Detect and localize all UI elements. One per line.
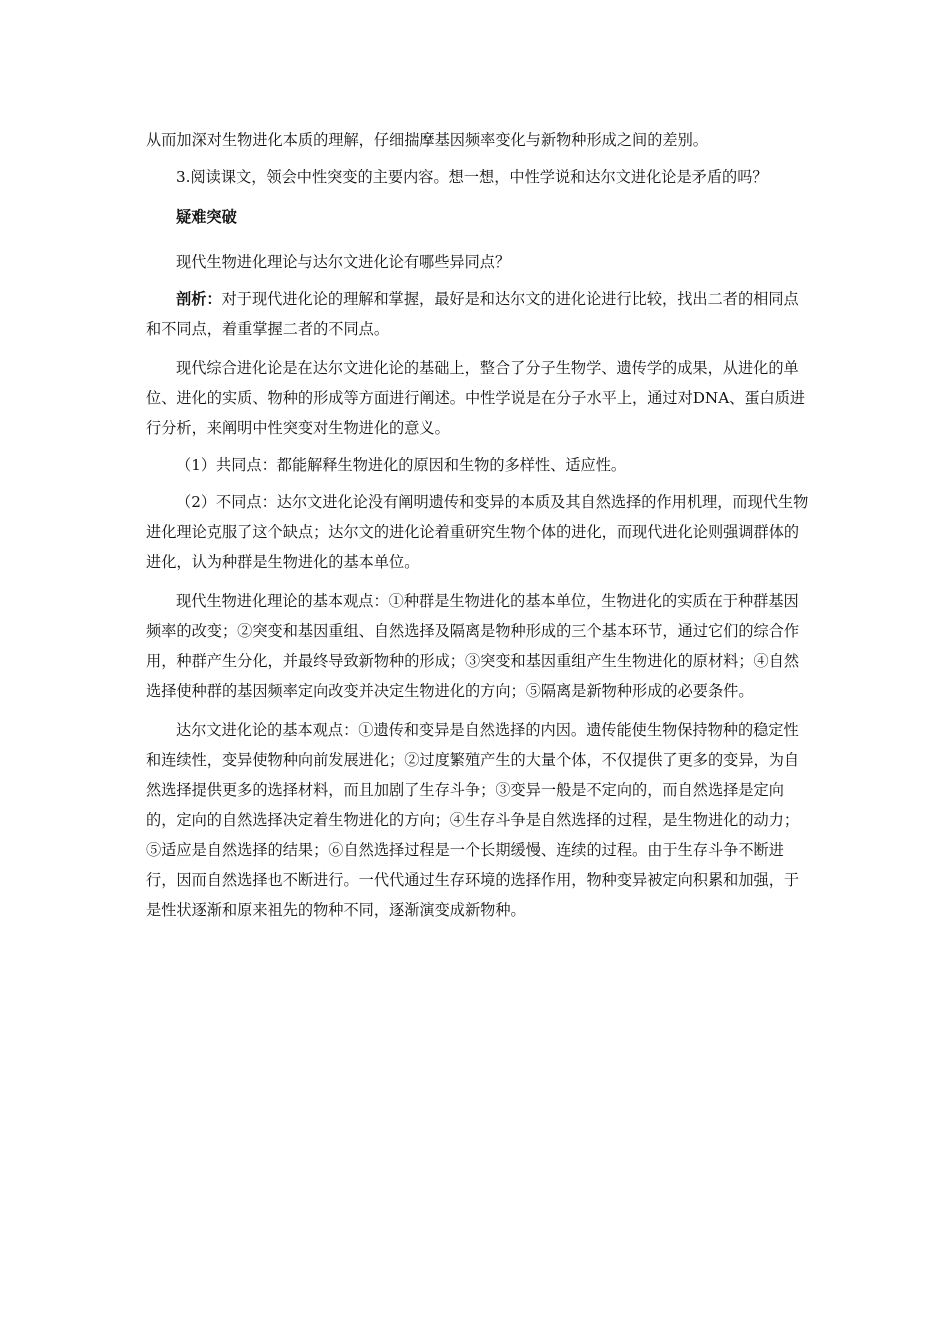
modern-theory-paragraph: 现代生物进化理论的基本观点：①种群是生物进化的基本单位，生物进化的实质在于种群基因频率的改变；②突变和基因重组、自然选择及隔离是物种形成的三个基本环节，通过它们的综合作用，种群产生分化，并最终导致新物种的形成；③突变和基因重组产生生物进化的原材料；④自然选择使种群的基因频率定向改变并决定生物进化的方向；⑤隔离是新物种形成的必要条件。 [146, 592, 800, 701]
darwin-theory-paragraph: 达尔文进化论的基本观点：①遗传和变异是自然选择的内因。遗传能使生物保持物种的稳定性和连续性，变异使物种向前发展进化；②过度繁殖产生的大量个体，不仅提供了更多的变异，为自然选择提供更多的选择材料，而且加剧了生存斗争；③变异一般是不定向的，而自然选择是定向的，定向的自然选择决定着生物进化的方向；④生存斗争是自然选择的过程，是生物进化的动力；⑤适应是自然选择的结果；⑥自然选择过程是一个长期缓慢、连续的过程。由于生存斗争不断进行，因而自然选择也不断进行。一代代通过生存环境的选择作用，物种变异被定向积累和加强，于是性状逐渐和原来祖先的物种不同，逐渐演变成新物种。 [146, 721, 800, 920]
item-3-paragraph: 3.阅读课文，领会中性突变的主要内容。想一想，中性学说和达尔文进化论是矛盾的吗？ [176, 168, 768, 186]
analysis-text: 对于现代进化论的理解和掌握，最好是和达尔文的进化论进行比较，找出二者的相同点和不同点，着重掌握二者的不同点。 [146, 290, 799, 339]
document-body [146, 125, 810, 925]
section-heading: 疑难突破 [176, 208, 237, 226]
differences-paragraph: （2）不同点：达尔文进化论没有阐明遗传和变异的本质及其自然选择的作用机理，而现代生物进化理论克服了这个缺点；达尔文的进化论着重研究生物个体的进化，而现代进化论则强调群体的进化，认为种群是生物进化的基本单位。 [146, 493, 809, 572]
analysis-label: 剖析： [176, 290, 222, 309]
analysis-paragraph [146, 284, 810, 344]
synthesis-paragraph: 现代综合进化论是在达尔文进化论的基础上，整合了分子生物学、遗传学的成果，从进化的单位、进化的实质、物种的形成等方面进行阐述。中性学说是在分子水平上，通过对DNA、蛋白质进行分析，来阐明中性突变对生物进化的意义。 [146, 359, 806, 438]
similarities-paragraph: （1）共同点：都能解释生物进化的原因和生物的多样性、适应性。 [176, 456, 627, 475]
paragraph-continuation: 从而加深对生物进化本质的理解，仔细揣摩基因频率变化与新物种形成之间的差别。 [146, 131, 708, 149]
question-paragraph: 现代生物进化理论与达尔文进化论有哪些异同点？ [176, 253, 511, 272]
